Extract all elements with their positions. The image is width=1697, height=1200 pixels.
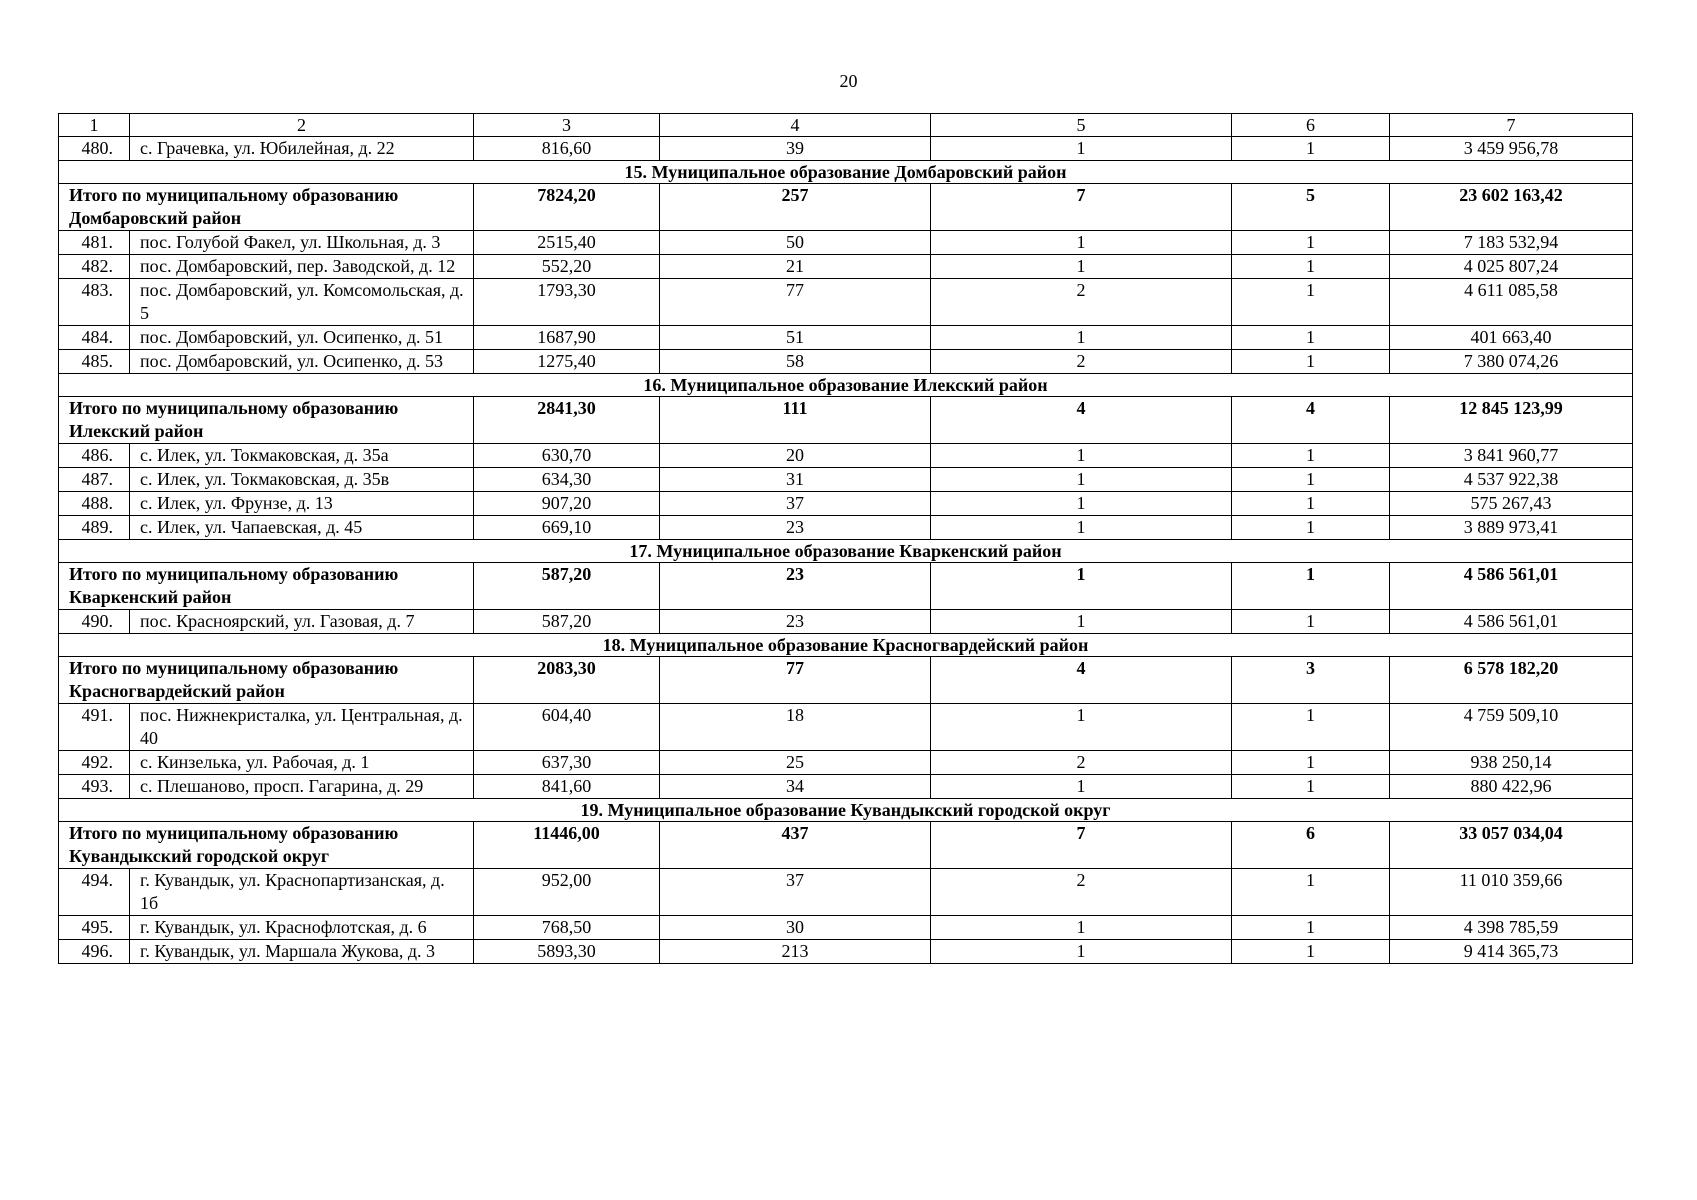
total-label: Итого по муниципальному образованию Красногвардейский район (59, 657, 474, 704)
total-label: Итого по муниципальному образованию Домбаровский район (59, 184, 474, 231)
total-label: Итого по муниципальному образованию Кувандыкский городской округ (59, 822, 474, 869)
row-address: с. Илек, ул. Чапаевская, д. 45 (130, 516, 474, 540)
row-cost: 3 841 960,77 (1390, 444, 1633, 468)
row-col5: 2 (931, 350, 1232, 374)
row-area: 630,70 (474, 444, 660, 468)
row-number: 489. (59, 516, 130, 540)
row-col6: 1 (1232, 350, 1390, 374)
row-address: г. Кувандык, ул. Краснопартизанская, д. 1б (130, 869, 474, 916)
page-number: 20 (839, 71, 858, 91)
row-col6: 1 (1232, 326, 1390, 350)
table-row (59, 350, 1633, 374)
row-col4: 51 (660, 326, 931, 350)
row-number: 488. (59, 492, 130, 516)
table-row (59, 916, 1633, 940)
row-col5: 1 (931, 326, 1232, 350)
row-col4: 213 (660, 940, 931, 964)
table-row (59, 704, 1633, 751)
row-cost: 880 422,96 (1390, 775, 1633, 799)
row-col4: 58 (660, 350, 931, 374)
row-address: с. Илек, ул. Токмаковская, д. 35а (130, 444, 474, 468)
section-title: 16. Муниципальное образование Илекский район (59, 374, 1633, 397)
row-address: с. Кинзелька, ул. Рабочая, д. 1 (130, 751, 474, 775)
section-header-row (59, 540, 1633, 563)
row-address: пос. Домбаровский, ул. Осипенко, д. 53 (130, 350, 474, 374)
total-col6: 1 (1232, 563, 1390, 610)
total-col4: 437 (660, 822, 931, 869)
row-col4: 23 (660, 610, 931, 634)
row-number: 481. (59, 231, 130, 255)
row-area: 952,00 (474, 869, 660, 916)
total-row (59, 563, 1633, 610)
row-cost: 4 025 807,24 (1390, 255, 1633, 279)
row-col4: 37 (660, 869, 931, 916)
row-cost: 4 398 785,59 (1390, 916, 1633, 940)
row-col5: 1 (931, 468, 1232, 492)
row-address: пос. Домбаровский, пер. Заводской, д. 12 (130, 255, 474, 279)
row-cost: 9 414 365,73 (1390, 940, 1633, 964)
column-number-2: 2 (130, 114, 474, 137)
table-row (59, 610, 1633, 634)
total-col6: 4 (1232, 397, 1390, 444)
total-col5: 7 (931, 822, 1232, 869)
table-row (59, 279, 1633, 326)
column-number-3: 3 (474, 114, 660, 137)
row-col6: 1 (1232, 751, 1390, 775)
row-col5: 1 (931, 775, 1232, 799)
row-area: 1793,30 (474, 279, 660, 326)
row-col5: 2 (931, 279, 1232, 326)
row-col5: 1 (931, 704, 1232, 751)
row-col4: 20 (660, 444, 931, 468)
row-number: 486. (59, 444, 130, 468)
row-number: 485. (59, 350, 130, 374)
total-label: Итого по муниципальному образованию Илекский район (59, 397, 474, 444)
section-title: 17. Муниципальное образование Кваркенский район (59, 540, 1633, 563)
total-area: 587,20 (474, 563, 660, 610)
total-col6: 5 (1232, 184, 1390, 231)
row-col6: 1 (1232, 516, 1390, 540)
row-cost: 3 459 956,78 (1390, 137, 1633, 161)
table-row (59, 468, 1633, 492)
total-col4: 23 (660, 563, 931, 610)
total-col5: 7 (931, 184, 1232, 231)
column-number-5: 5 (931, 114, 1232, 137)
total-area: 2083,30 (474, 657, 660, 704)
row-number: 483. (59, 279, 130, 326)
row-address: г. Кувандык, ул. Краснофлотская, д. 6 (130, 916, 474, 940)
table-row (59, 516, 1633, 540)
row-number: 482. (59, 255, 130, 279)
section-title: 18. Муниципальное образование Красногвардейский район (59, 634, 1633, 657)
row-area: 587,20 (474, 610, 660, 634)
row-area: 841,60 (474, 775, 660, 799)
total-cost: 4 586 561,01 (1390, 563, 1633, 610)
row-col5: 1 (931, 137, 1232, 161)
total-area: 7824,20 (474, 184, 660, 231)
row-col4: 77 (660, 279, 931, 326)
total-cost: 33 057 034,04 (1390, 822, 1633, 869)
row-col5: 1 (931, 916, 1232, 940)
row-area: 907,20 (474, 492, 660, 516)
row-col6: 1 (1232, 775, 1390, 799)
row-col4: 39 (660, 137, 931, 161)
table-row (59, 775, 1633, 799)
row-col4: 18 (660, 704, 931, 751)
section-title: 15. Муниципальное образование Домбаровский район (59, 161, 1633, 184)
table-row (59, 137, 1633, 161)
row-cost: 4 586 561,01 (1390, 610, 1633, 634)
row-cost: 938 250,14 (1390, 751, 1633, 775)
row-area: 2515,40 (474, 231, 660, 255)
row-cost: 4 537 922,38 (1390, 468, 1633, 492)
row-col6: 1 (1232, 279, 1390, 326)
row-col6: 1 (1232, 255, 1390, 279)
total-cost: 23 602 163,42 (1390, 184, 1633, 231)
total-col6: 3 (1232, 657, 1390, 704)
row-address: пос. Домбаровский, ул. Осипенко, д. 51 (130, 326, 474, 350)
row-col6: 1 (1232, 916, 1390, 940)
row-address: с. Плешаново, просп. Гагарина, д. 29 (130, 775, 474, 799)
row-col4: 30 (660, 916, 931, 940)
row-col5: 2 (931, 869, 1232, 916)
total-area: 2841,30 (474, 397, 660, 444)
section-header-row (59, 374, 1633, 397)
row-area: 637,30 (474, 751, 660, 775)
row-address: г. Кувандык, ул. Маршала Жукова, д. 3 (130, 940, 474, 964)
row-address: пос. Голубой Факел, ул. Школьная, д. 3 (130, 231, 474, 255)
row-number: 492. (59, 751, 130, 775)
row-col5: 2 (931, 751, 1232, 775)
row-area: 1687,90 (474, 326, 660, 350)
row-col6: 1 (1232, 231, 1390, 255)
total-col4: 111 (660, 397, 931, 444)
row-col6: 1 (1232, 869, 1390, 916)
row-address: с. Грачевка, ул. Юбилейная, д. 22 (130, 137, 474, 161)
row-number: 490. (59, 610, 130, 634)
row-col4: 37 (660, 492, 931, 516)
row-number: 495. (59, 916, 130, 940)
section-header-row (59, 799, 1633, 822)
section-header-row (59, 161, 1633, 184)
row-col6: 1 (1232, 468, 1390, 492)
total-col4: 77 (660, 657, 931, 704)
row-number: 493. (59, 775, 130, 799)
total-row (59, 397, 1633, 444)
row-col4: 23 (660, 516, 931, 540)
column-number-header-row (59, 114, 1633, 137)
row-col5: 1 (931, 255, 1232, 279)
total-row (59, 184, 1633, 231)
table-row (59, 444, 1633, 468)
row-col6: 1 (1232, 444, 1390, 468)
total-col5: 4 (931, 657, 1232, 704)
row-area: 634,30 (474, 468, 660, 492)
row-address: с. Илек, ул. Токмаковская, д. 35в (130, 468, 474, 492)
row-number: 494. (59, 869, 130, 916)
table-row (59, 869, 1633, 916)
row-cost: 4 611 085,58 (1390, 279, 1633, 326)
row-col4: 21 (660, 255, 931, 279)
total-row (59, 822, 1633, 869)
row-cost: 401 663,40 (1390, 326, 1633, 350)
table-row (59, 940, 1633, 964)
row-number: 496. (59, 940, 130, 964)
row-col6: 1 (1232, 610, 1390, 634)
section-header-row (59, 634, 1633, 657)
total-area: 11446,00 (474, 822, 660, 869)
row-number: 491. (59, 704, 130, 751)
total-row (59, 657, 1633, 704)
row-area: 1275,40 (474, 350, 660, 374)
total-label: Итого по муниципальному образованию Кваркенский район (59, 563, 474, 610)
column-number-4: 4 (660, 114, 931, 137)
row-col4: 25 (660, 751, 931, 775)
row-col4: 31 (660, 468, 931, 492)
row-number: 487. (59, 468, 130, 492)
row-col5: 1 (931, 610, 1232, 634)
housing-register-table (58, 113, 1633, 964)
row-area: 816,60 (474, 137, 660, 161)
row-cost: 575 267,43 (1390, 492, 1633, 516)
row-address: пос. Нижнекристалка, ул. Центральная, д. 40 (130, 704, 474, 751)
row-col6: 1 (1232, 940, 1390, 964)
row-area: 604,40 (474, 704, 660, 751)
row-col6: 1 (1232, 492, 1390, 516)
row-col5: 1 (931, 940, 1232, 964)
row-col6: 1 (1232, 137, 1390, 161)
row-col5: 1 (931, 492, 1232, 516)
total-col4: 257 (660, 184, 931, 231)
section-title: 19. Муниципальное образование Кувандыкский городской округ (59, 799, 1633, 822)
row-area: 5893,30 (474, 940, 660, 964)
total-col6: 6 (1232, 822, 1390, 869)
table-row (59, 751, 1633, 775)
table-row (59, 255, 1633, 279)
row-address: пос. Красноярский, ул. Газовая, д. 7 (130, 610, 474, 634)
row-col5: 1 (931, 516, 1232, 540)
row-number: 480. (59, 137, 130, 161)
column-number-6: 6 (1232, 114, 1390, 137)
row-col6: 1 (1232, 704, 1390, 751)
column-number-7: 7 (1390, 114, 1633, 137)
table-row (59, 231, 1633, 255)
row-area: 768,50 (474, 916, 660, 940)
table-row (59, 492, 1633, 516)
row-cost: 7 183 532,94 (1390, 231, 1633, 255)
total-cost: 12 845 123,99 (1390, 397, 1633, 444)
row-number: 484. (59, 326, 130, 350)
row-cost: 3 889 973,41 (1390, 516, 1633, 540)
row-col4: 34 (660, 775, 931, 799)
row-area: 552,20 (474, 255, 660, 279)
row-cost: 4 759 509,10 (1390, 704, 1633, 751)
row-area: 669,10 (474, 516, 660, 540)
row-col5: 1 (931, 231, 1232, 255)
row-col5: 1 (931, 444, 1232, 468)
row-cost: 11 010 359,66 (1390, 869, 1633, 916)
table-row (59, 326, 1633, 350)
row-address: пос. Домбаровский, ул. Комсомольская, д. 5 (130, 279, 474, 326)
row-address: с. Илек, ул. Фрунзе, д. 13 (130, 492, 474, 516)
total-col5: 4 (931, 397, 1232, 444)
row-col4: 50 (660, 231, 931, 255)
total-col5: 1 (931, 563, 1232, 610)
row-cost: 7 380 074,26 (1390, 350, 1633, 374)
total-cost: 6 578 182,20 (1390, 657, 1633, 704)
column-number-1: 1 (59, 114, 130, 137)
